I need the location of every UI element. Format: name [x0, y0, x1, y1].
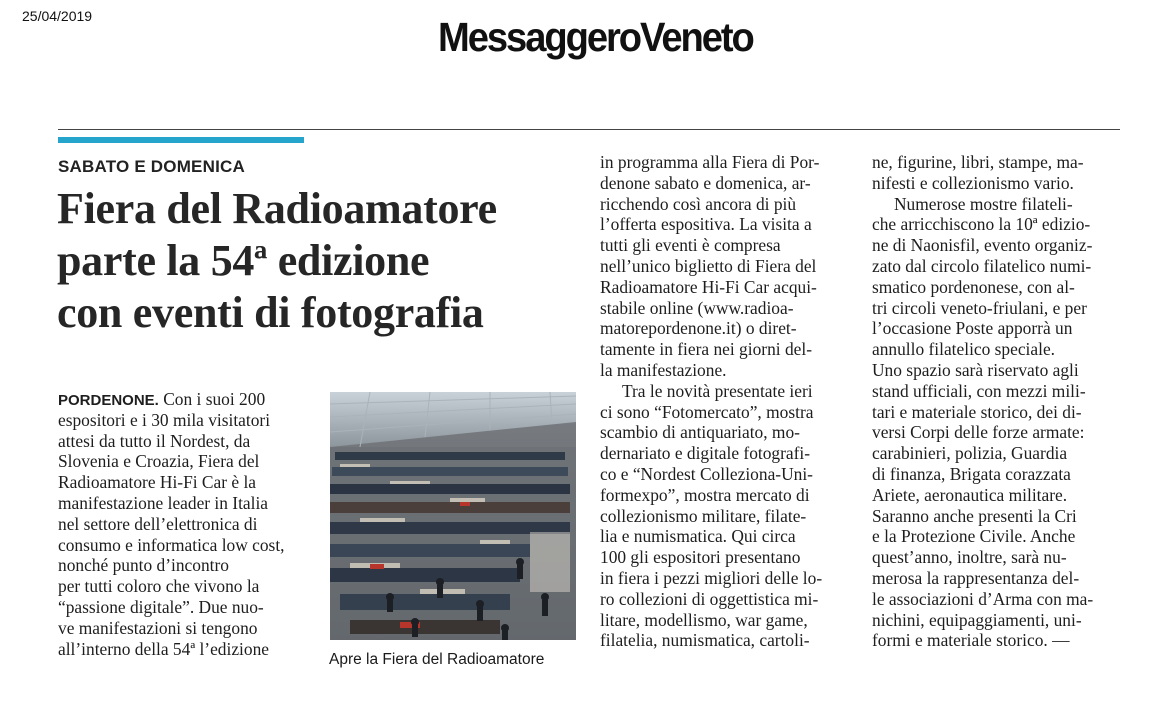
- header-rule: [58, 129, 1120, 130]
- text-line: all’interno della 54ª l’edizione: [58, 638, 269, 659]
- text-line: tri circoli veneto-friulani, e per: [872, 297, 1087, 318]
- text-line: in programma alla Fiera di Por-: [600, 152, 820, 172]
- text-line: stand ufficiali, con mezzi mili-: [872, 380, 1086, 401]
- photo-illustration: [330, 392, 576, 640]
- text-line: Tra le novità presentate ieri: [622, 380, 813, 401]
- text-line: tamente in fiera nei giorni del-: [600, 339, 812, 360]
- text-line: nell’unico biglietto di Fiera del: [600, 255, 817, 276]
- article-column-1: [58, 389, 308, 659]
- text-line: annullo filatelico speciale.: [872, 339, 1056, 360]
- headline-line: parte la 54ª edizione: [57, 236, 430, 285]
- headline-line: con eventi di fotografia: [57, 288, 484, 337]
- text-line: la manifestazione.: [600, 359, 727, 380]
- article-headline: [57, 183, 577, 339]
- text-line: PORDENONE. Con i suoi 200: [58, 389, 266, 409]
- newspaper-masthead: MessaggeroVeneto: [438, 14, 753, 60]
- text-line: ci sono “Fotomercato”, mostra: [600, 401, 814, 422]
- text-line: consumo e informatica low cost,: [58, 534, 285, 555]
- text-line: versi Corpi delle forze armate:: [872, 422, 1085, 443]
- text-line: nonché punto d’incontro: [58, 555, 229, 576]
- text-line: Ariete, aeronautica militare.: [872, 484, 1068, 505]
- text-line: dernariato e digitale fotografi-: [600, 443, 811, 464]
- text-line: espositori e i 30 mila visitatori: [58, 409, 271, 430]
- text-line: attesi da tutto il Nordest, da: [58, 430, 251, 451]
- text-line: l’occasione Poste apporrà un: [872, 318, 1073, 339]
- text-line: denone sabato e domenica, ar-: [600, 172, 811, 193]
- text-line: co e “Nordest Colleziona-Uni-: [600, 463, 813, 484]
- text-line: nifesti e collezionismo vario.: [872, 172, 1074, 193]
- text-line: filatelia, numismatica, cartoli-: [600, 630, 810, 651]
- text-line: “passione digitale”. Due nuo-: [58, 596, 264, 617]
- text-line: formi e materiale storico. —: [872, 630, 1070, 651]
- text-line: in fiera i pezzi migliori delle lo-: [600, 567, 823, 588]
- text-line: 100 gli espositori presentano: [600, 547, 801, 568]
- article-column-4: [872, 152, 1122, 651]
- text-line: nel settore dell’elettronica di: [58, 513, 258, 534]
- text-line: matorepordenone.it) o diret-: [600, 318, 797, 339]
- article-dateline: PORDENONE.: [58, 392, 159, 409]
- article-kicker: SABATO E DOMENICA: [58, 157, 245, 176]
- text-line: Radioamatore Hi-Fi Car è la: [58, 472, 256, 493]
- text-line: carabinieri, polizia, Guardia: [872, 443, 1068, 464]
- section-accent-rule: [58, 137, 304, 143]
- print-date: 25/04/2019: [22, 8, 93, 24]
- text-line: ro collezioni di oggettistica mi-: [600, 588, 819, 609]
- text-line: nichini, equipaggiamenti, uni-: [872, 609, 1082, 630]
- text-line: Slovenia e Croazia, Fiera del: [58, 451, 260, 472]
- text-line: l’offerta espositiva. La visita a: [600, 214, 812, 235]
- text-line: stabile online (www.radioa-: [600, 297, 794, 318]
- text-line: scambio di antiquariato, mo-: [600, 422, 800, 443]
- article-column-3: [600, 152, 852, 651]
- text-line: le associazioni d’Arma con ma-: [872, 588, 1094, 609]
- text-line: tutti gli eventi è compresa: [600, 235, 781, 256]
- text-line: ne, figurine, libri, stampe, ma-: [872, 152, 1084, 172]
- text-line: manifestazione leader in Italia: [58, 492, 269, 513]
- text-line: ve manifestazioni si tengono: [58, 617, 258, 638]
- text-line: Numerose mostre filateli-: [894, 193, 1073, 214]
- text-line: litare, modellismo, war game,: [600, 609, 808, 630]
- text-line: per tutti coloro che vivono la: [58, 576, 260, 597]
- text-line: Radioamatore Hi-Fi Car acqui-: [600, 276, 817, 297]
- text-line: smatico pordenonese, con al-: [872, 276, 1075, 297]
- text-line: merosa la rappresentanza del-: [872, 567, 1080, 588]
- text-line: tari e materiale storico, dei di-: [872, 401, 1082, 422]
- text-line: Saranno anche presenti la Cri: [872, 505, 1077, 526]
- text-line: che arricchiscono la 10ª edizio-: [872, 214, 1091, 235]
- text-line: lia e numismatica. Qui circa: [600, 526, 796, 547]
- text-line: ricchendo così ancora di più: [600, 193, 797, 214]
- photo-caption: Apre la Fiera del Radioamatore: [329, 651, 545, 668]
- text-line: quest’anno, inoltre, sarà nu-: [872, 547, 1067, 568]
- text-line: collezionismo militare, filate-: [600, 505, 807, 526]
- headline-line: Fiera del Radioamatore: [57, 184, 497, 233]
- text-line: e la Protezione Civile. Anche: [872, 526, 1076, 547]
- text-line: Uno spazio sarà riservato agli: [872, 359, 1079, 380]
- text-line: formexpo”, mostra mercato di: [600, 484, 810, 505]
- fair-hall-photo: [330, 392, 576, 640]
- text-line: ne di Naonisfil, evento organiz-: [872, 235, 1093, 256]
- text-line: zato dal circolo filatelico numi-: [872, 255, 1092, 276]
- text-line: di finanza, Brigata corazzata: [872, 463, 1071, 484]
